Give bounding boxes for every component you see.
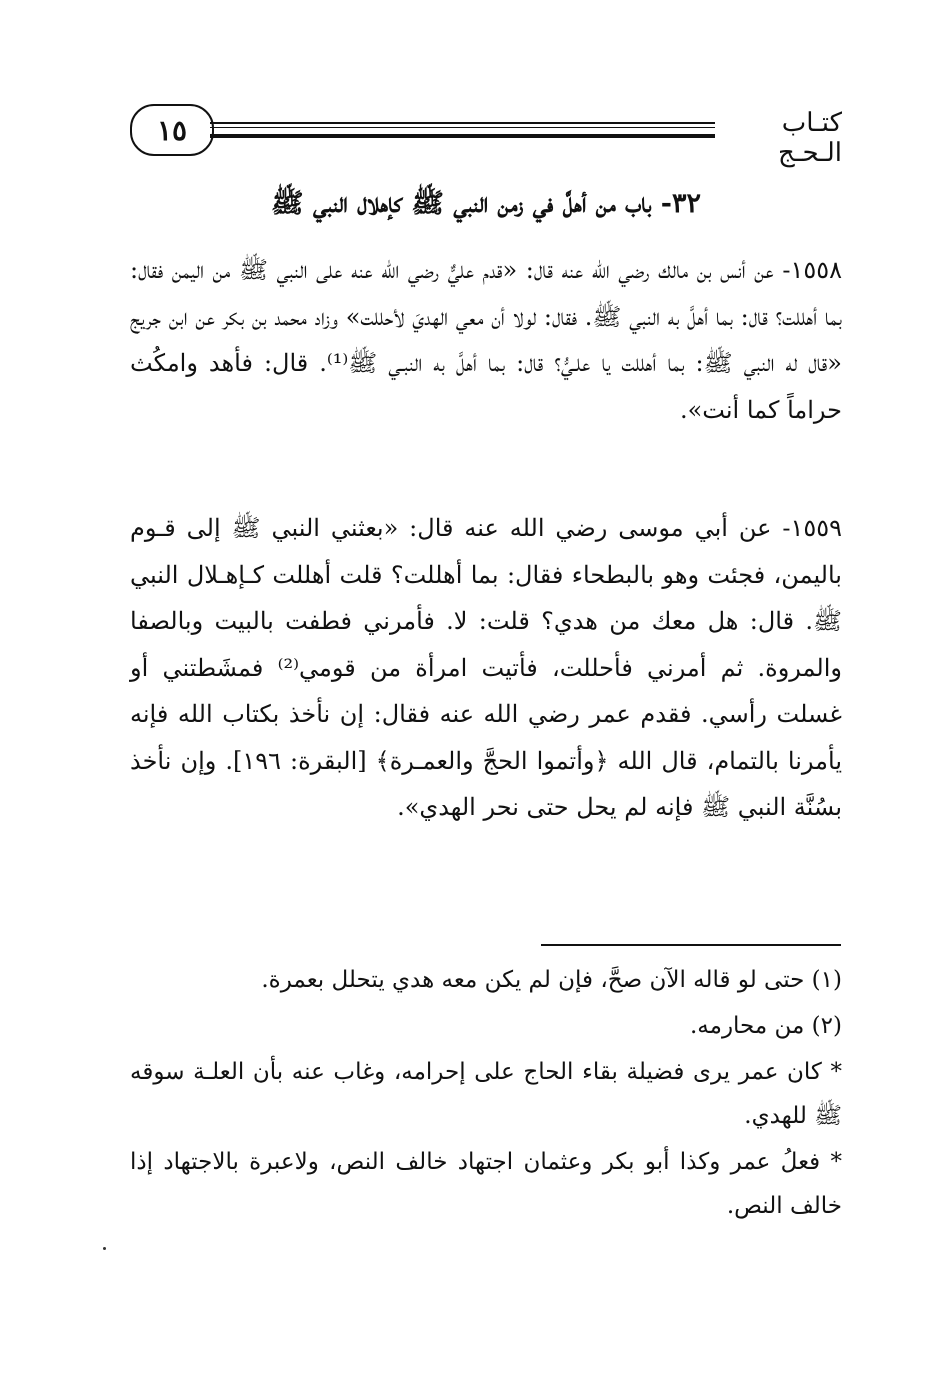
footnote-1: (١) حتى لو قاله الآن صحَّ، فإن لم يكن معه هدي يتحلل بعمرة. (261, 967, 842, 993)
hadith-1558: ١٥٥٨- عن أنس بن مالك رضي الله عنه قال: «قدم عليٌّ رضي الله عنه على النبي ﷺ من اليمن فقال: بما أهللت؟ قال: بما أهلَّ به النبي ﷺ. فقال: لولا أن معي الهديَ لأحللت» وزاد محمد بن بكر عن ابن جريج «قال له النبي ﷺ: بما أهللت يا علـيُّ؟ قال: بما أهلَّ به النبـي ﷺ⁽¹⁾. قال: فأهد وامكُث حراماً كما أنت». (130, 256, 843, 424)
page-speck (103, 1247, 106, 1250)
footnote-note-1: * كان عمر يرى فضيلة بقاء الحاج على إحرامه، وغاب عنه بأن العلـة سوقه ﷺ للهدي. (130, 1059, 842, 1129)
header-rule (210, 122, 715, 138)
footnote-note-2: * فعلُ عمر وكذا أبو بكر وعثمان اجتهاد خالف النص، ولاعبرة بالاجتهاد إذا خالف النص. (130, 1149, 842, 1219)
page-number: ١٥ (130, 104, 214, 156)
footnote-2: (٢) من محارمه. (689, 1013, 842, 1039)
footnotes (130, 958, 842, 1230)
hadith-1559: ١٥٥٩- عن أبي موسى رضي الله عنه قال: «بعثني النبي ﷺ إلى قـوم باليمن، فجئت وهو بالبطحاء فقال: بما أهللت؟ قلت أهللت كـإهـلال النبي ﷺ. قال: هل معك من هدي؟ قلت: لا. فأمرني فطفت بالبيت وبالصفا والمروة. ثم أمرني فأحللت، فأتيت امرأة من قومي⁽²⁾ فمشَطتني أو غسلت رأسي. فقدم عمر رضي الله عنه فقال: إن نأخذ بكتاب الله فإنه يأمرنا بالتمام، قال الله ﴿وأتموا الحجَّ والعمـرة﴾ [البقرة: ١٩٦]. وإن نأخذ بسُنَّة النبي ﷺ فإنه لم يحل حتى نحر الهدي». (130, 514, 842, 821)
chapter-heading: ٣٢- باب من أهلَّ في زمن النبي ﷺ كإهلال النبي ﷺ (271, 188, 701, 219)
book-title: كتـاب الـحـج (778, 108, 842, 168)
page-header (130, 104, 842, 168)
footnote-divider (541, 944, 841, 946)
